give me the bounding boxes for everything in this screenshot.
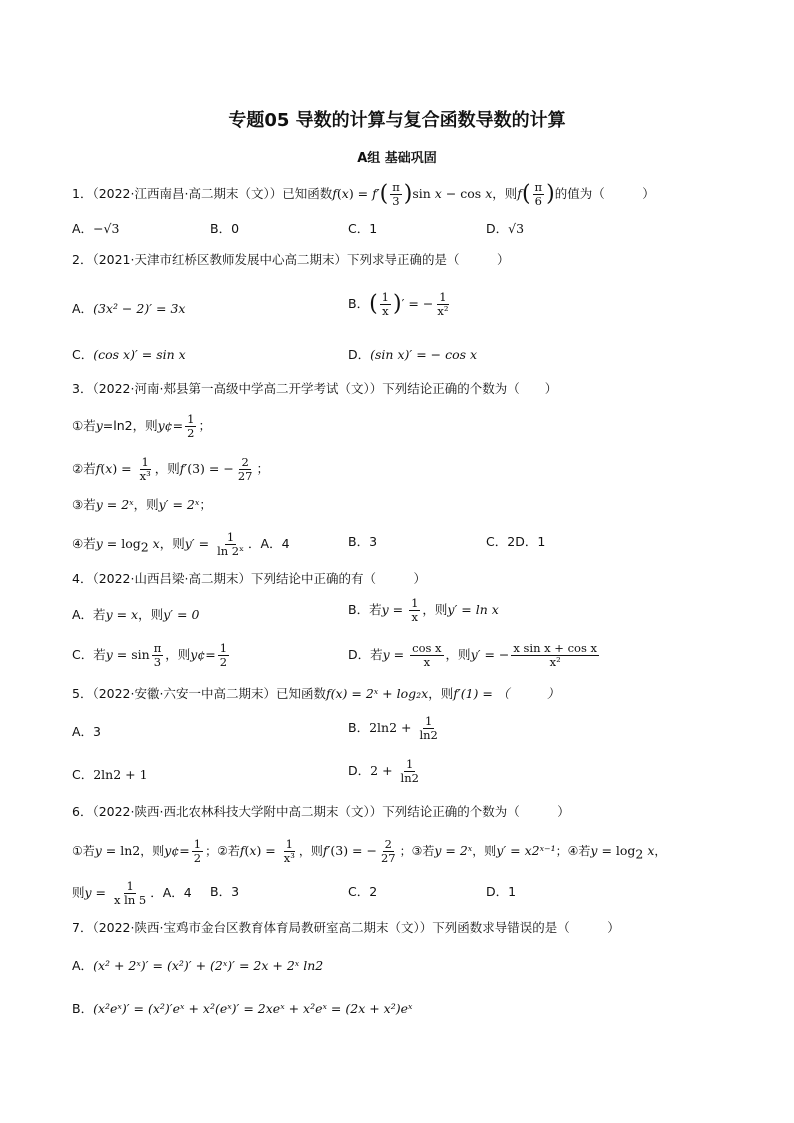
question-5-option-d: D．2 + $\frac{1}{\ln 2}$ bbox=[348, 757, 419, 785]
section-title: A组 基础巩固 bbox=[357, 151, 437, 166]
question-2-option-c: C．(cos x)′ = sin x bbox=[72, 347, 186, 362]
question-5-stem: 5．（2022·安徽·六安一中高二期末）已知函数f(x) = 2ˣ + log₂x，则f′(1) = （ ） bbox=[72, 686, 560, 701]
question-3-stem: 3．（2022·河南·郏县第一高级中学高二开学考试（文））下列结论正确的个数为（ ） bbox=[72, 381, 558, 396]
question-4-option-a: A．若y = x，则y′ = 0 bbox=[72, 607, 200, 622]
question-5-option-c: C．2ln2 + 1 bbox=[72, 767, 148, 782]
question-1-option-c: C．1 bbox=[348, 221, 378, 236]
question-3-option-cd: C．2D．1 bbox=[486, 534, 546, 549]
question-2-option-a: A．(3x² − 2)′ = 3x bbox=[72, 301, 186, 316]
question-6-option-b: B．3 bbox=[210, 884, 240, 899]
page-title: 专题05 导数的计算与复合函数导数的计算 bbox=[228, 110, 566, 131]
question-3-statement-2: ②若f(x) = $\frac{1}{\text{x³}}$ ，则f′(3) = − $\frac{2}{27}$ ； bbox=[72, 455, 269, 483]
question-7-stem: 7．（2022·陕西·宝鸡市金台区教育体育局教研室高二期末（文））下列函数求导错误的是（ ） bbox=[72, 920, 620, 935]
question-1-option-d: D．√3 bbox=[486, 221, 525, 236]
question-7-option-a: A．(x² + 2ˣ)′ = (x²)′ + (2ˣ)′ = 2x + 2ˣ ln2 bbox=[72, 958, 324, 973]
question-1-option-a: A．−√3 bbox=[72, 221, 120, 236]
question-2-stem: 2．（2021·天津市红桥区教师发展中心高二期末）下列求导正确的是（ ） bbox=[72, 252, 510, 267]
question-5-option-b: B．2ln2 + $\frac{1}{\ln 2}$ bbox=[348, 714, 438, 742]
question-7-option-b: B．(x²eˣ)′ = (x²)′eˣ + x²(eˣ)′ = 2xeˣ + x²eˣ = (2x + x²)eˣ bbox=[72, 1001, 413, 1016]
question-4-option-d: D．若y = $\frac{\text{cos x}}{x}$ ，则y′ = − $\frac{\text{x sin x + cos x}}{\text{x²}}$ bbox=[348, 641, 597, 669]
question-6-stem: 6．（2022·陕西·西北农林科技大学附中高二期末（文））下列结论正确的个数为（ ） bbox=[72, 804, 570, 819]
question-6-option-d: D．1 bbox=[486, 884, 517, 899]
question-3-option-b: B．3 bbox=[348, 534, 378, 549]
question-3-statement-4: ④若$y = \log_2 x$，则y′ = $\frac{1}{\text{ln 2ˣ}}$ ．A．4 bbox=[72, 530, 290, 558]
question-6-statements-line-2: 则y = $\frac{1}{\text{x ln 5}}$ ．A．4 bbox=[72, 879, 192, 907]
question-2-option-d: D．(sin x)′ = − cos x bbox=[348, 347, 478, 362]
question-6-option-c: C．2 bbox=[348, 884, 378, 899]
question-3-statement-3: ③若y = 2ˣ，则y′ = 2ˣ； bbox=[72, 497, 212, 512]
question-6-statements-line-1: ①若y = ln2，则y¢= $\frac{1}{2}$ ；②若f(x) = $\frac{1}{\text{x³}}$ ，则f′(3) = − $\frac{2}{27}$ ；③若y = 2ˣ，则y′ = x2ˣ⁻¹；④若$y = \log_2 x$， bbox=[72, 837, 667, 865]
question-4-option-c: C．若y = sin $\frac{\pi}{3}$ ，则y¢= $\frac{1}{2}$ bbox=[72, 641, 228, 669]
question-4-stem: 4．（2022·山西吕梁·高二期末）下列结论中正确的有（ ） bbox=[72, 571, 426, 586]
question-1-stem: 1．（2022·江西南昌·高二期末（文））已知函数f(x) = f′( $\frac{\pi}{3}$ )sin x − cos x，则f( $\frac{\pi}{6}$ )的值为（ ） bbox=[72, 180, 655, 208]
question-3-statement-1: ①若y=ln2，则y¢= $\frac{1}{2}$ ； bbox=[72, 412, 211, 440]
question-2-option-b: B．( $\frac{1}{x}$ )′ = − $\frac{1}{\text{x²}}$ bbox=[348, 290, 449, 318]
question-4-option-b: B．若y = $\frac{1}{x}$ ，则y′ = ln x bbox=[348, 596, 499, 624]
question-1-option-b: B．0 bbox=[210, 221, 240, 236]
question-5-option-a: A．3 bbox=[72, 724, 102, 739]
